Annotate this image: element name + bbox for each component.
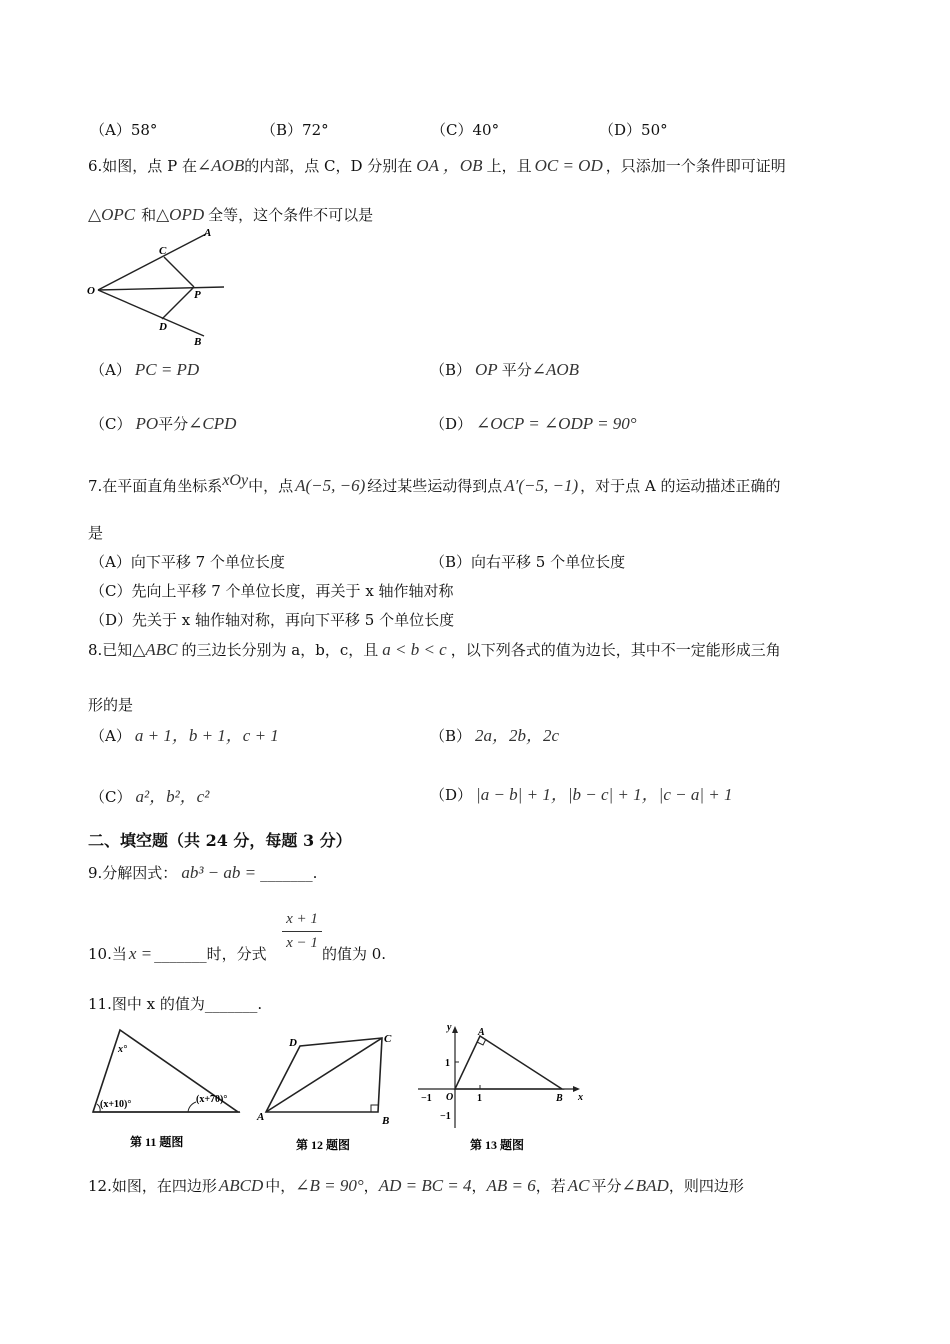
- q8-stem-line1: 8.已知△ABC 的三边长分别为 a，b，c，且 a < b < c ，以下列各式的值为边长，其中不一定能形成三角: [88, 640, 781, 659]
- figures-row: [88, 1016, 598, 1160]
- q8-stem-line2: 形的是: [88, 696, 134, 714]
- q8-option-b: （B） 2a，2b，2c: [430, 726, 560, 745]
- fig13-tick-label-x1: 1: [477, 1093, 482, 1104]
- fig11: [93, 1030, 240, 1149]
- label-a: A: [204, 227, 212, 239]
- fig12: [256, 1033, 392, 1152]
- q8-option-c: （C） a²，b²，c²: [90, 787, 210, 806]
- q10-fraction: [282, 911, 322, 952]
- q6-stem-line2: △OPC 和△OPD 全等，这个条件不可以是: [88, 205, 374, 224]
- q7-option-c: （C）先向上平移 7 个单位长度，再关于 x 轴作轴对称: [90, 582, 454, 600]
- fig13-caption: 第 13 题图: [470, 1138, 525, 1152]
- fig12-right-angle: [371, 1105, 378, 1112]
- fig13-tick-label-xneg1: −1: [421, 1093, 432, 1104]
- fig11-angle-left: (x+10)°: [100, 1099, 132, 1110]
- label-o: O: [87, 285, 95, 297]
- q9: 9.分解因式： ab³ − ab = _______.: [88, 863, 318, 882]
- fig12-diagonal-ac: [266, 1038, 382, 1112]
- ray-op: [98, 287, 224, 290]
- q7-stem-line2: 是: [88, 524, 104, 542]
- section-title: 二、填空题（共 24 分，每题 3 分）: [88, 831, 352, 850]
- label-c: C: [159, 245, 167, 257]
- q7-option-d: （D）先关于 x 轴作轴对称，再向下平移 5 个单位长度: [90, 611, 455, 629]
- q12-stem: 12.如图，在四边形 ABCD 中，∠B = 90°，AD = BC = 4，AB = 6，若 AC 平分∠BAD，则四边形: [88, 1176, 744, 1195]
- fig12-label-b: B: [382, 1115, 390, 1127]
- q7-option-b: （B）向右平移 5 个单位长度: [430, 553, 626, 571]
- fig11-angle-top: x°: [118, 1044, 127, 1055]
- fig12-label-a: A: [257, 1111, 265, 1123]
- q5-option-a: （A）58°: [90, 121, 158, 139]
- q7-option-a: （A）向下平移 7 个单位长度: [90, 553, 285, 571]
- ray-oa: [98, 234, 206, 290]
- fig12-caption: 第 12 题图: [296, 1138, 351, 1152]
- fig12-label-c: C: [384, 1033, 392, 1045]
- fig13-label-a: A: [478, 1027, 485, 1038]
- q5-option-b: （B）72°: [261, 121, 329, 139]
- q8-option-a: （A） a + 1，b + 1，c + 1: [90, 726, 279, 745]
- q10-suffix: 的值为 0.: [322, 945, 387, 963]
- ray-ob: [98, 290, 204, 336]
- label-d: D: [159, 321, 167, 333]
- fig13-triangle: [455, 1036, 562, 1089]
- fig13-label-o: O: [446, 1092, 454, 1103]
- fig13-y-arrow: [452, 1026, 458, 1033]
- fig12-label-d: D: [289, 1037, 297, 1049]
- q5-option-d: （D）50°: [599, 121, 668, 139]
- fig13-tick-label-yneg1: −1: [440, 1111, 451, 1122]
- q7-stem-line1: 7.在平面直角坐标系xOy中，点 A(−5, −6) 经过某些运动得到点 A′(−5, −1) ，对于点 A 的运动描述正确的: [88, 472, 781, 495]
- q6-option-d: （D） ∠OCP = ∠ODP = 90°: [430, 414, 637, 433]
- fig11-caption: 第 11 题图: [130, 1135, 184, 1149]
- q6-option-c: （C） PO平分∠CPD: [90, 414, 237, 433]
- label-b: B: [194, 336, 202, 348]
- fraction-numerator: x + 1: [282, 911, 322, 932]
- q6-option-a: （A） PC = PD: [90, 360, 200, 379]
- q10: 10.当 x = _______时，分式: [88, 944, 267, 963]
- fig13-label-y: y: [447, 1022, 452, 1033]
- q6-figure: [84, 226, 234, 350]
- segment-cp: [164, 257, 194, 287]
- q5-option-c: （C）40°: [431, 121, 500, 139]
- q8-option-d: （D） |a − b| + 1，|b − c| + 1，|c − a| + 1: [430, 785, 733, 804]
- fig11-arc-right: [188, 1102, 196, 1112]
- fig13-label-b: B: [556, 1093, 563, 1104]
- fig13: [418, 1022, 583, 1152]
- fig13-tick-label-y1: 1: [445, 1058, 450, 1069]
- q6-stem-line1: 6.如图，点 P 在∠AOB的内部，点 C，D 分别在 OA ，OB 上，且 OC = OD ，只添加一个条件即可证明: [88, 156, 786, 175]
- segment-dp: [162, 287, 194, 319]
- fig11-angle-right: (x+70)°: [196, 1094, 228, 1105]
- fig13-label-x: x: [578, 1092, 583, 1103]
- fraction-denominator: x − 1: [286, 935, 318, 951]
- q6-option-b: （B） OP 平分∠AOB: [430, 360, 580, 379]
- q11: 11.图中 x 的值为_______.: [88, 995, 263, 1013]
- label-p: P: [194, 289, 201, 301]
